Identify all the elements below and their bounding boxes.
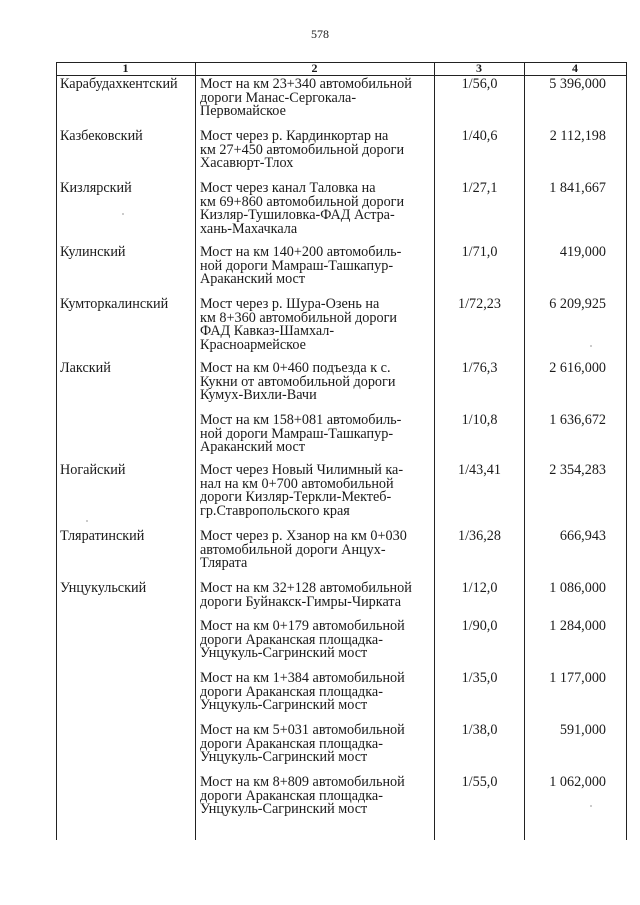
column-divider: [434, 62, 435, 840]
description-line: Мост на км 0+179 автомобильной: [200, 618, 405, 634]
amount: 1 086,000: [549, 580, 606, 596]
amount: 1 062,000: [549, 774, 606, 790]
description-line: хань-Махачкала: [200, 220, 298, 237]
amount: 2 112,198: [549, 128, 606, 144]
header-col-2: 2: [311, 61, 318, 75]
district-name: Унцукульский: [60, 580, 147, 596]
amount: 1 177,000: [549, 670, 606, 686]
bridge-description: [200, 246, 432, 287]
amount: 1 636,672: [549, 412, 606, 428]
description-line: гр.Ставропольского края: [200, 502, 350, 519]
bridge-description: [200, 298, 432, 352]
scan-speck: [590, 805, 592, 807]
header-col-1: 1: [122, 61, 129, 75]
district-name: Ногайский: [60, 462, 126, 478]
amount: 1 284,000: [549, 618, 606, 634]
district-name: Кумторкалинский: [60, 296, 169, 312]
description-line: км 8+360 автомобильной дороги: [200, 309, 397, 326]
district-name: Кулинский: [60, 244, 126, 260]
description-line: Мост на км 32+128 автомобильной: [200, 580, 412, 596]
scan-speck: [122, 213, 124, 215]
description-line: ной дороги Мамраш-Ташкапур-: [200, 257, 394, 274]
description-line: ной дороги Мамраш-Ташкапур-: [200, 425, 394, 442]
category-length: 1/76,3: [461, 360, 498, 376]
scan-speck: [86, 520, 88, 522]
bridge-description: [200, 414, 432, 455]
scan-speck: [590, 345, 592, 347]
description-line: Мост через р. Хзанор на км 0+030: [200, 528, 407, 544]
description-line: Унцукуль-Сагринский мост: [200, 697, 368, 714]
description-line: дороги Буйнакск-Гимры-Чирката: [200, 593, 402, 610]
amount: 1 841,667: [549, 180, 606, 196]
description-line: автомобильной дороги Анцух-: [200, 541, 386, 558]
description-line: Кукни от автомобильной дороги: [200, 373, 396, 390]
description-line: Кизляр-Тушиловка-ФАД Астра-: [200, 207, 395, 224]
description-line: дороги Араканская площадка-: [200, 631, 383, 648]
category-length: 1/56,0: [461, 76, 498, 92]
bridge-description: [200, 464, 432, 518]
district-name: Карабудахкентский: [60, 76, 178, 92]
description-line: Первомайское: [200, 103, 286, 120]
description-line: Унцукуль-Сагринский мост: [200, 749, 368, 766]
description-line: дороги Кизляр-Теркли-Мектеб-: [200, 489, 392, 506]
amount: 2 354,283: [549, 462, 606, 478]
district-name: Тляратинский: [60, 528, 145, 544]
category-length: 1/38,0: [461, 722, 498, 738]
header-col-4: 4: [572, 61, 578, 75]
district-name: Лакский: [60, 360, 111, 376]
description-line: Хасавюрт-Тлох: [200, 155, 294, 172]
category-length: 1/40,6: [461, 128, 498, 144]
description-line: Мост на км 23+340 автомобильной: [200, 76, 412, 92]
category-length: 1/90,0: [461, 618, 498, 634]
description-line: км 27+450 автомобильной дороги: [200, 141, 405, 158]
description-line: Араканский мост: [200, 271, 306, 288]
description-line: Мост через р. Шура-Озень на: [200, 296, 380, 312]
description-line: Араканский мост: [200, 439, 306, 456]
description-line: Мост на км 140+200 автомобиль-: [200, 244, 402, 260]
description-line: Кумух-Вихли-Вачи: [200, 387, 317, 404]
amount: 6 209,925: [549, 296, 606, 312]
category-length: 1/72,23: [458, 296, 501, 312]
description-line: Мост через канал Таловка на: [200, 180, 376, 196]
category-length: 1/35,0: [461, 670, 498, 686]
bridge-description: [200, 672, 432, 713]
description-line: Мост на км 1+384 автомобильной: [200, 670, 405, 686]
category-length: 1/27,1: [461, 180, 498, 196]
amount: 666,943: [559, 528, 606, 544]
description-line: Мост через р. Кардинкортар на: [200, 128, 389, 144]
bridge-description: [200, 530, 432, 571]
description-line: дороги Манас-Сергокала-: [200, 89, 357, 106]
amount: 419,000: [559, 244, 606, 260]
bridge-description: [200, 620, 432, 661]
description-line: Мост на км 158+081 автомобиль-: [200, 412, 402, 428]
description-line: нал на км 0+700 автомобильной: [200, 475, 394, 492]
table-right-border: [626, 62, 627, 840]
description-line: Унцукуль-Сагринский мост: [200, 645, 368, 662]
header-col-3: 3: [476, 61, 482, 75]
amount: 591,000: [559, 722, 606, 738]
description-line: дороги Араканская площадка-: [200, 735, 383, 752]
bridge-description: [200, 582, 432, 609]
district-name: Кизлярский: [60, 180, 132, 196]
bridge-description: [200, 182, 432, 236]
district-name: Казбековский: [60, 128, 143, 144]
bridge-description: [200, 776, 432, 817]
column-divider: [195, 62, 196, 840]
description-line: Мост на км 5+031 автомобильной: [200, 722, 405, 738]
bridge-description: [200, 362, 432, 403]
description-line: Унцукуль-Сагринский мост: [200, 801, 368, 818]
category-length: 1/12,0: [461, 580, 498, 596]
description-line: Красноармейское: [200, 336, 306, 353]
category-length: 1/55,0: [461, 774, 498, 790]
description-line: Тлярата: [200, 555, 248, 572]
page-number: 578: [311, 27, 329, 41]
amount: 2 616,000: [549, 360, 606, 376]
category-length: 1/43,41: [458, 462, 501, 478]
description-line: дороги Араканская площадка-: [200, 683, 383, 700]
column-divider: [524, 62, 525, 840]
description-line: Мост на км 8+809 автомобильной: [200, 774, 405, 790]
amount: 5 396,000: [549, 76, 606, 92]
category-length: 1/71,0: [461, 244, 498, 260]
bridge-description: [200, 130, 432, 171]
category-length: 1/36,28: [458, 528, 501, 544]
bridge-description: [200, 78, 432, 119]
bridge-description: [200, 724, 432, 765]
description-line: км 69+860 автомобильной дороги: [200, 193, 405, 210]
table-left-border: [56, 62, 57, 840]
description-line: Мост через Новый Чилимный ка-: [200, 462, 404, 478]
description-line: ФАД Кавказ-Шамхал-: [200, 323, 335, 340]
description-line: дороги Араканская площадка-: [200, 787, 383, 804]
category-length: 1/10,8: [461, 412, 498, 428]
description-line: Мост на км 0+460 подъезда к с.: [200, 360, 391, 376]
